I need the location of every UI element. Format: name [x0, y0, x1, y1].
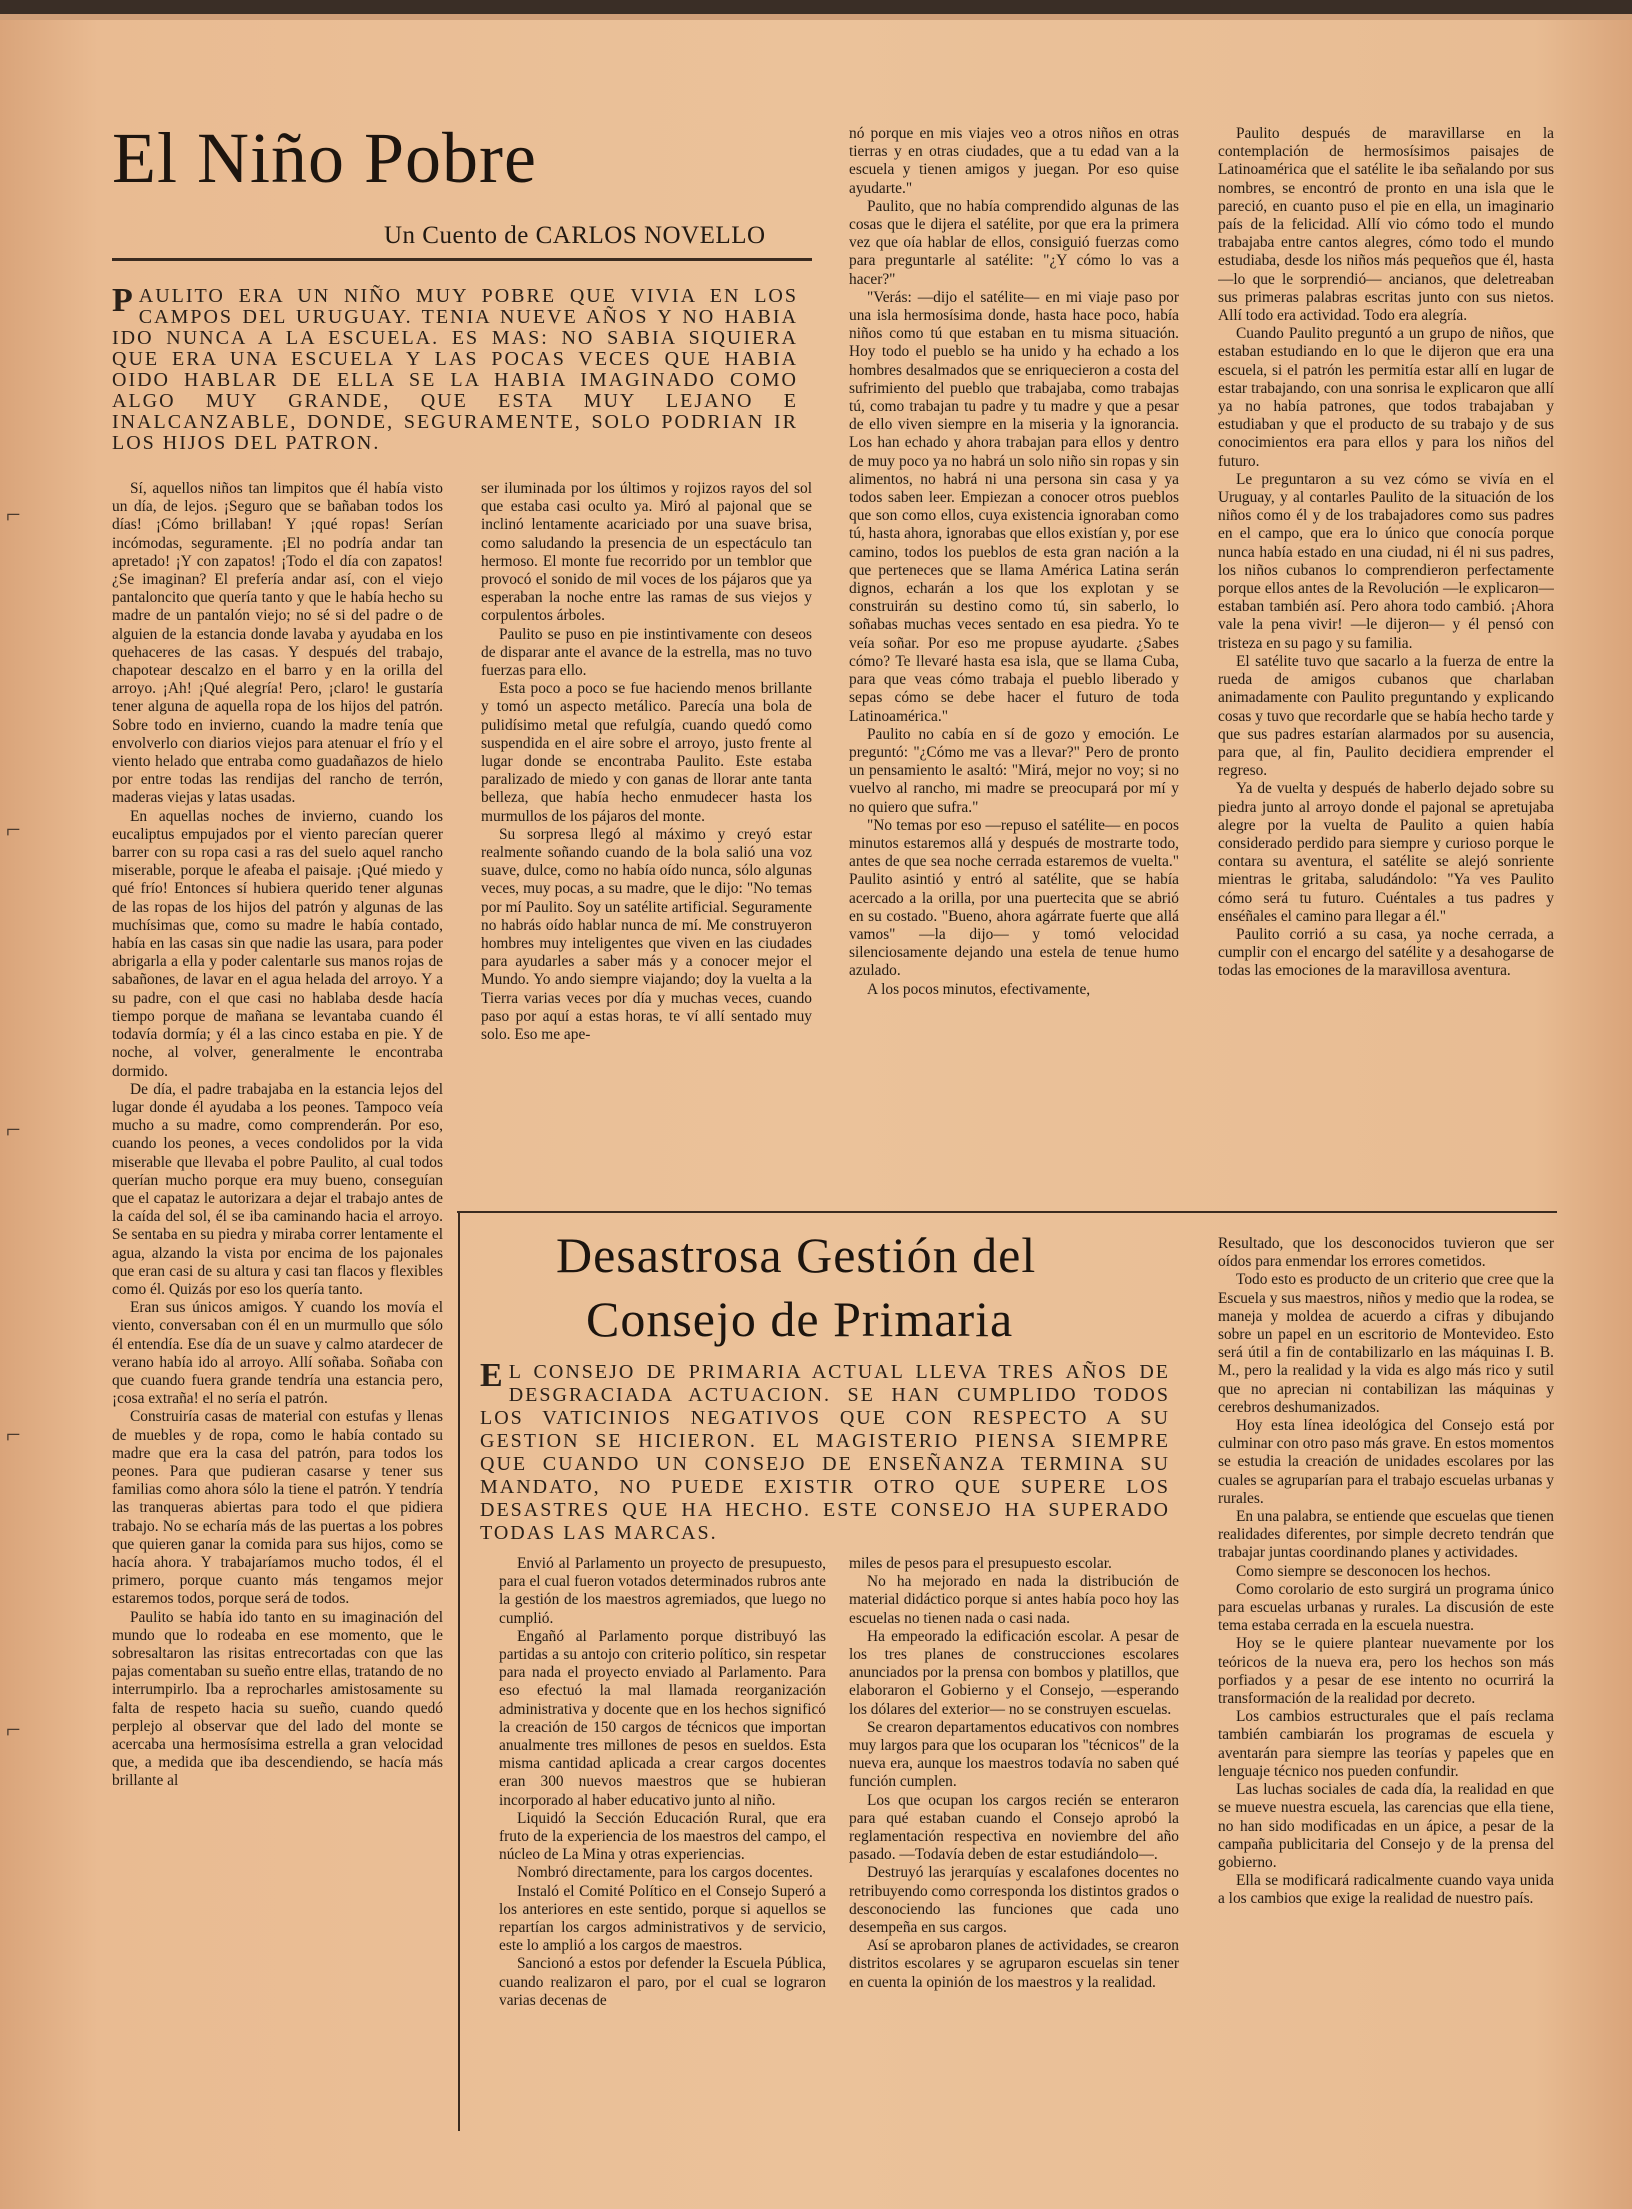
paragraph: Paulito, que no había comprendido algunas de las cosas que le dijera el satélite, por que era la primera vez que oía hablar de ellos, consiguió fuerzas como para preguntarle al satélite: "¿Y cómo lo vas a hacer?"	[849, 197, 1179, 288]
paragraph: Cuando Paulito preguntó a un grupo de niños, que estaban estudiando en lo que le dijeron que era una escuela, si el patrón les permitía estar allí en lugar de estar trabajando, con una sonrisa le explicaron que allí ya no había patrones, que todos trabajaban y estudiaban y que el producto de su trabajo y de sus conocimientos era para ellos y para los niños del futuro.	[1218, 325, 1554, 470]
article1-title: El Niño Pobre	[112, 118, 537, 198]
paragraph: Las luchas sociales de cada día, la realidad en que se mueve nuestra escuela, las carencias que ella tiene, no han sido modificadas en un ápice, a pesar de la campaña publicitaria del Consejo y de la prensa del gobierno.	[1218, 1781, 1554, 1871]
paragraph: Le preguntaron a su vez cómo se vivía en el Uruguay, y al contarles Paulito de la situación de los niños como él y de los trabajadores como sus padres en el campo, que era lo único que conocía porque nunca había estado en una ciudad, ni él ni sus padres, los niños cubanos lo comprendieron perfectamente porque ellos antes de la Revolución —le explicaron— estaban también así. Pero ahora todo cambió. ¡Ahora vale la pena vivir! —le dijeron— y él pensó con tristeza en su pago y su familia.	[1218, 470, 1554, 652]
paragraph: El satélite tuvo que sacarlo a la fuerza de entre la rueda de amigos cubanos que charlaban animadamente con Paulito preguntando y explicando cosas y tuvo que recordarle que se había hecho tarde y que sus padres estarían alarmados por su ausencia, para que, al fin, Paulito decidiera emprender el regreso.	[1218, 652, 1554, 780]
scan-top-edge	[0, 14, 1632, 20]
paragraph: Ella se modificará radicalmente cuando vaya unida a los cambios que exige la realidad de nuestro país.	[1218, 1872, 1554, 1908]
article2-title-line2: Consejo de Primaria	[586, 1291, 1014, 1347]
article2-intro	[480, 1357, 1170, 1545]
article1-byline-rule	[112, 258, 812, 261]
paragraph: ser iluminada por los últimos y rojizos rayos del sol que estaba casi oculto ya. Miró al pajonal que se inclinó lentamente acariciado por una suave brisa, como saludando la presencia de un espectáculo tan hermoso. El monte fue recorrido por un temblor que provocó el sonido de mil voces de los pájaros que ya esperaban la noche entre las ramas de sus viejos y corpulentos árboles.	[481, 480, 812, 625]
paragraph: Sancionó a estos por defender la Escuela Pública, cuando realizaron el paro, por el cual se lograron varias decenas de	[499, 1955, 826, 2009]
paragraph: Paulito se puso en pie instintivamente con deseos de disparar ante el avance de la estrella, mas no tuvo fuerzas para ello.	[481, 625, 812, 680]
paragraph: No ha mejorado en nada la distribución de material didáctico porque si antes había poco hoy las escuelas no tienen nada o casi nada.	[849, 1573, 1179, 1627]
binding-mark: ⌐	[6, 1115, 21, 1144]
article1-dropcap: P	[112, 282, 135, 319]
paragraph: Hoy esta línea ideológica del Consejo está por culminar con otro paso más grave. En estos momentos se estudia la creación de unidades escolares por las cuales se agruparían para el trabajo escuelas urbanas y rurales.	[1218, 1417, 1554, 1507]
paragraph: Resultado, que los desconocidos tuvieron que ser oídos para enmendar los errores cometidos.	[1218, 1235, 1554, 1271]
article2-column-3	[1218, 1235, 1554, 2135]
paragraph: Se crearon departamentos educativos con nombres muy largos para que los ocuparan los "técnicos" de la nueva era, aunque los maestros todavía no saben qué función cumplen.	[849, 1718, 1179, 1791]
paragraph: En aquellas noches de invierno, cuando los eucaliptus empujados por el viento parecían querer barrer con su ropa casi a ras del suelo aquel rancho miserable, porque le afeaba el paisaje. ¡Qué miedo y qué frío! Entonces sí hubiera querido tener algunas de las ropas de los hijos del patrón y algunas de las muchísimas que, como su madre le había contado, había en las casas sin que nadie las usara, para poder abrigarla a ella y poder calentarle sus manos rojas de sabañones, de lavar en el agua helada del arroyo. Y a su padre, con el que casi no hablaba desde hacía tiempo porque de mañana se levantaba cuando él todavía dormía; y él a las cinco estaba en pie. Y de noche, al volver, generalmente le encontraba dormido.	[112, 807, 443, 1080]
paragraph: Envió al Parlamento un proyecto de presupuesto, para el cual fueron votados determinados rubros ante la gestión de los maestros agremiados, que luego no cumplió.	[499, 1555, 826, 1627]
article1-column-3	[849, 125, 1179, 1196]
binding-mark: ⌐	[6, 815, 21, 844]
paragraph: Construiría casas de material con estufas y llenas de muebles y de ropa, como le había contado su madre que era la casa del patrón, para todos los peones. Para que pudieran casarse y tener sus familias como ahora sólo la tiene el patrón. Y tendría las tranqueras abiertas para todo el que pidiera trabajo. No se echaría más de las puertas a los pobres que quieren ganar la comida para sus hijos, como se hacía ahora. Y trabajaríamos mucho todos, él el primero, porque cuanto más tengamos mejor estaremos todos, porque será de todos.	[112, 1408, 443, 1608]
paragraph: Ya de vuelta y después de haberlo dejado sobre su piedra junto al arroyo donde el pajonal se apretujaba alegre por la vuelta de Paulito a quien había considerado perdido para siempre y curioso porque le contara su aventura, el satélite se alejó sonriente mientras le gritaba, saludándolo: "Ya ves Paulito cómo será tu futuro. Cuéntales a tus padres y enséñales el camino para llegar a él."	[1218, 780, 1554, 925]
paragraph: Todo esto es producto de un criterio que cree que la Escuela y sus maestros, niños y medio que la rodea, se maneja y moldea de acuerdo a cifras y dibujando sobre un papel en un escritorio de Montevideo. Esto será útil a fin de contabilizarlo en las máquinas I. B. M., pero la realidad y la vida es algo más rico y sutil que no aprecian ni contabilizan las máquinas y cerebros deshumanizados.	[1218, 1271, 1554, 1416]
binding-mark: ⌐	[6, 1715, 21, 1744]
paragraph: Engañó al Parlamento porque distribuyó las partidas a su antojo con criterio político, sin respetar para nada el proyecto enviado al Parlamento. Para eso efectuó la mal llamada reorganización administrativa y docente que en los hechos significó la creación de 150 cargos de técnicos que importan anualmente tres millones de pesos en sueldos. Esta misma cantidad aplicada a crear cargos docentes eran 300 nuevos maestros que se hubieran incorporado al haber educativo junto al niño.	[499, 1627, 826, 1809]
paragraph: En una palabra, se entiende que escuelas que tienen realidades diferentes, por simple decreto tendrán que trabajar juntas coordinando planes y actividades.	[1218, 1508, 1554, 1562]
paragraph: Paulito después de maravillarse en la contemplación de hermosísimos paisajes de Latinoamérica que el satélite le iba señalando por sus nombres, se encontró de pronto en una isla que le pareció, en cuanto puso el pie en ella, un imaginario país de la felicidad. Allí vio cómo todo el mundo trabajaba entre cantos alegres, cómo todo el mundo estudiaba, desde los niños más pequeños que él, hasta —lo que le sorprendió— ancianos, que deletreaban sus primeras palabras escritas junto con sus nietos. Allí todo era actividad. Todo era alegría.	[1218, 125, 1554, 325]
paragraph: Esta poco a poco se fue haciendo menos brillante y tomó un aspecto metálico. Parecía una bola de pulidísimo metal que refulgía, cuando quedó como suspendida en el aire sobre el arroyo, justo frente al lugar donde se encontraba Paulito. Este estaba paralizado de miedo y con ganas de llorar ante tanta belleza, que había hecho enmudecer hasta los murmullos de los pájaros del monte.	[481, 680, 812, 825]
article1-intro	[112, 282, 798, 454]
paragraph: Destruyó las jerarquías y escalafones docentes no retribuyendo como corresponda los distintos grados o desconociendo las funciones que cada uno desempeña en sus cargos.	[849, 1864, 1179, 1937]
paragraph: Los cambios estructurales que el país reclama también cambiarán los programas de escuela y aventarán para siempre las teorías y papeles que en lenguaje técnico nos pueden confundir.	[1218, 1708, 1554, 1780]
article1-column-2	[481, 480, 812, 1196]
article1-intro-text: AULITO ERA UN NIÑO MUY POBRE QUE VIVIA EN LOS CAMPOS DEL URUGUAY. TENIA NUEVE AÑOS Y NO HABIA IDO NUNCA A LA ESCUELA. ES MAS: NO SABIA SIQUIERA QUE ERA UNA ESCUELA Y LAS POCAS VECES QUE HABIA OIDO HABLAR DE ELLA SE LA HABIA IMAGINADO COMO ALGO MUY GRANDE, QUE ESTA MUY LEJANO E INALCANZABLE, DONDE, SEGURAMENTE, SOLO PODRIAN IR LOS HIJOS DEL PATRON.	[112, 285, 798, 454]
article1-column-4	[1218, 125, 1554, 1196]
paragraph: De día, el padre trabajaba en la estancia lejos del lugar donde él ayudaba a los peones. Tampoco veía mucho a su madre, como comprenderán. Por eso, cuando los peones, a veces condolidos por la vida miserable que llevaba el pobre Paulito, al cual todos querían mucho porque era muy bueno, conseguían que el capataz le autorizara a dejar el trabajo antes de la caída del sol, él se iba caminando hacia el arroyo. Se sentaba en su piedra y miraba correr lentamente el agua, alzando la vista por encima de los pajonales que eran casi de su altura y casi tan flacos y flexibles como él. Quizás por eso los quería tanto.	[112, 1080, 443, 1298]
section-divider-vertical	[458, 1211, 460, 2131]
paragraph: Paulito no cabía en sí de gozo y emoción. Le preguntó: "¿Cómo me vas a llevar?" Pero de pronto un pensamiento le asaltó: "Mirá, mejor no voy; si no vuelvo al rancho, mi madre se preocupará por mí y no quiero que sufra."	[849, 725, 1179, 816]
section-divider-rule	[457, 1211, 1557, 1213]
paragraph: Su sorpresa llegó al máximo y creyó estar realmente soñando cuando de la bola salió una voz suave, dulce, como no había oído nunca, sólo algunas veces, muy pocas, a su madre, que le dijo: "No temas por mí Paulito. Soy un satélite artificial. Seguramente no habrás oído hablar nunca de mí. Me construyeron hombres muy inteligentes que viven en las ciudades para ayudarles a saber más y a conocer mejor el Mundo. Yo ando siempre viajando; doy la vuelta a la Tierra varias veces por día y muchas veces, cuando paso por aquí a estas horas, te ví allí sentado muy solo. Eso me ape-	[481, 825, 812, 1044]
paragraph: Ha empeorado la edificación escolar. A pesar de los tres planes de construcciones escolares anunciados por la prensa con bombos y platillos, que elaboraron el Gobierno y el Consejo, —esperando los dólares del exterior— no se construyen escuelas.	[849, 1627, 1179, 1718]
paragraph: Sí, aquellos niños tan limpitos que él había visto un día, de lejos. ¡Seguro que se bañaban todos los días! ¡Cómo brillaban! Y ¡qué ropas! Serían incómodas, seguramente. ¡El no podría andar tan apretado! ¡Y con zapatos! ¡Todo el día con zapatos! ¿Se imaginan? El prefería andar así, con el viejo pantaloncito que quería tanto y que le había hecho su madre de un pantalón viejo; no sé si del padre o de alguien de la estancia donde lavaba y ayudaba en los quehaceres de las casas. Y después del trabajo, chapotear descalzo en el barro y en la orilla del arroyo. ¡Ah! ¡Qué alegría! Pero, ¡claro! le gustaría tener alguna de aquella ropa de los hijos del patrón. Sobre todo en invierno, cuando la madre tenía que envolverlo con diarios viejos para atenuar el frío y el viento helado que entraba como guadañazos de hielo por entre todas las rendijas del rancho de terrón, maderas viejas y latas usadas.	[112, 480, 443, 807]
paragraph: "No temas por eso —repuso el satélite— en pocos minutos estaremos allá y después de mostrarte todo, antes de que sea noche cerrada estaremos de vuelta." Paulito asintió y entró al satélite, que se había acercado a la orilla, por una puertecita que se abrió en su costado. "Bueno, ahora agárrate fuerte que allá vamos" —la dijo— y tomó velocidad silenciosamente dejando una estela de tenue humo azulado.	[849, 816, 1179, 980]
binding-mark: ⌐	[6, 500, 21, 529]
article2-dropcap: E	[480, 1357, 505, 1394]
article1-byline: Un Cuento de CARLOS NOVELLO	[384, 222, 766, 249]
paragraph: miles de pesos para el presupuesto escolar.	[849, 1555, 1112, 1572]
article2-title-line1: Desastrosa Gestión del	[556, 1227, 1037, 1283]
paragraph: Hoy se le quiere plantear nuevamente por los teóricos de la nueva era, pero los hechos son más porfiados y a pesar de ese intento no ocurrirá la transformación de la realidad por decreto.	[1218, 1635, 1554, 1708]
article2-column-1	[499, 1555, 826, 2135]
paragraph: Eran sus únicos amigos. Y cuando los movía el viento, conversaban con él en un murmullo que sólo él entendía. Ese día de un suave y calmo atardecer de verano había ido al arroyo. Allí soñaba. Soñaba con que cuando fuera grande tendría una estancia pero, ¡cosa extraña! el no sería el patrón.	[112, 1299, 443, 1408]
paragraph: Los que ocupan los cargos recién se enteraron para qué estaban cuando el Consejo aprobó la reglamentación respectiva en noviembre del año pasado. —Todavía deben de estar estudiándolo—.	[849, 1791, 1179, 1864]
binding-mark: ⌐	[6, 1420, 21, 1449]
paragraph: A los pocos minutos, efectivamente,	[867, 980, 1091, 998]
paragraph: Así se aprobaron planes de actividades, se crearon distritos escolares y se agruparon escuelas sin tener en cuenta la opinión de los maestros y la realidad.	[849, 1937, 1179, 1991]
scan-top-border	[0, 0, 1632, 14]
paragraph: Paulito se había ido tanto en su imaginación del mundo que lo rodeaba en ese momento, que le sobresaltaron las risitas entrecortadas con que las pajas comentaban su sueño entre ellas, tratando de no interrumpirlo. Iba a reprocharles amistosamente su falta de respeto hacia su sueño, cuando quedó perplejo al observar que del lado del monte se acercaba una hermosísima estrella a gran velocidad que, a medida que iba descendiendo, se hacía más brillante al	[112, 1608, 443, 1790]
article2-column-2	[849, 1555, 1179, 2135]
paragraph: Como corolario de esto surgirá un programa único para escuelas urbanas y rurales. La discusión de este tema estaba cerrada en la escuela nuestra.	[1218, 1580, 1554, 1635]
paragraph: Como siempre se desconocen los hechos.	[1236, 1562, 1491, 1580]
article2-intro-text: L CONSEJO DE PRIMARIA ACTUAL LLEVA TRES AÑOS DE DESGRACIADA ACTUACION. SE HAN CUMPLIDO TODOS LOS VATICINIOS NEGATIVOS QUE CON RESPECTO A SU GESTION SE HICIERON. EL MAGISTERIO PIENSA SIEMPRE QUE CUANDO UN CONSEJO DE ENSEÑANZA TERMINA SU MANDATO, NO PUEDE EXISTIR OTRO QUE SUPERE LOS DESASTRES QUE HA HECHO. ESTE CONSEJO HA SUPERADO TODAS LAS MARCAS.	[480, 1361, 1170, 1544]
article1-column-1	[112, 480, 443, 2135]
paragraph: "Verás: —dijo el satélite— en mi viaje paso por una isla hermosísima donde, hasta hace poco, había niños como tú que estaban en tu misma situación. Hoy todo el pueblo se ha unido y ha echado a los hombres desalmados que se enriquecieron a costa del sufrimiento del pueblo que trabajaba, como trabajas tú, como trabajan tu padre y tu madre y que a pesar de ello viven siempre en la miseria y la ignorancia. Los han echado y ahora trabajan para ellos y dentro de muy poco ya no habrá un solo niño sin ropas y sin alimentos, no habrá ni una persona sin casa y ya todos saben leer. Empiezan a conocer otros pueblos que son como ellos, cuya existencia ignoraban como tú, hasta ahora, ignorabas que ellos existían y, por ese camino, todos los pueblos de esta gran nación a la que perteneces que se llama América Latina serán dignos, echarán a los que los explotan y se construirán su destino como tú, sin saberlo, lo soñabas muchas veces sentado en esa piedra. Yo te veía soñar. Por eso me propuse ayudarte. ¿Sabes cómo? Te llevaré hasta esa isla, que se llama Cuba, para que veas cómo trabaja el pueblo liberado y sepas cómo se debe hacer el futuro de toda Latinoamérica."	[849, 288, 1179, 725]
paragraph: Instaló el Comité Político en el Consejo Superó a los anteriores en este sentido, porque si aquellos se repartían los cargos administrativos y de servicio, este lo amplió a los cargos de maestros.	[499, 1882, 826, 1955]
paragraph: Nombró directamente, para los cargos docentes.	[517, 1864, 813, 1882]
paragraph: Paulito corrió a su casa, ya noche cerrada, a cumplir con el encargo del satélite y a desahogarse de todas las emociones de la maravillosa aventura.	[1218, 925, 1554, 980]
paragraph: nó porque en mis viajes veo a otros niños en otras tierras y en otras ciudades, que a tu edad van a la escuela y tienen amigos y juegan. Por eso quise ayudarte."	[849, 125, 1179, 197]
paragraph: Liquidó la Sección Educación Rural, que era fruto de la experiencia de los maestros del campo, el núcleo de La Mina y otras experiencias.	[499, 1809, 826, 1864]
